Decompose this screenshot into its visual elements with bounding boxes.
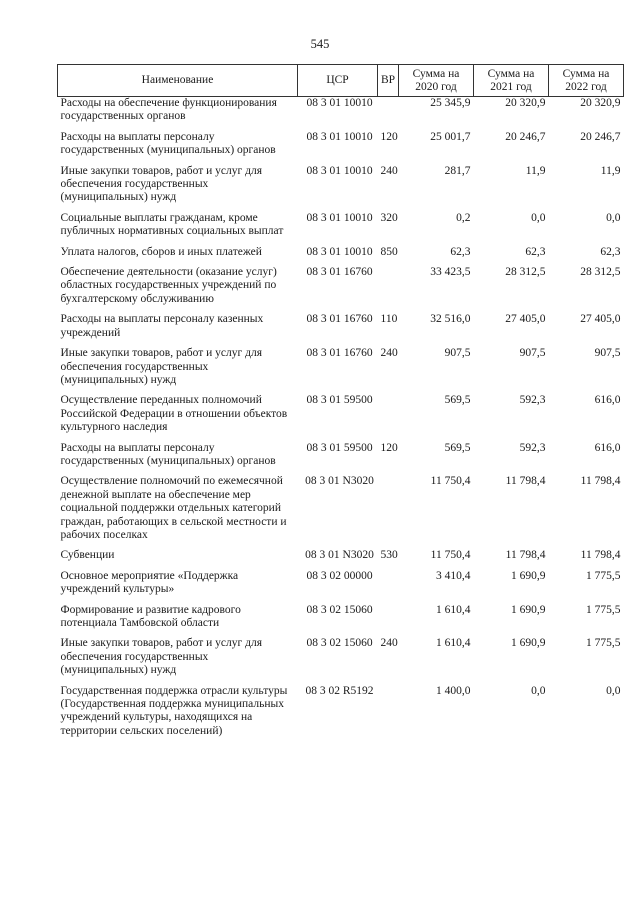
row-sum-2020: 11 750,4 [430, 475, 471, 488]
row-sum-2022: 616,0 [594, 394, 621, 407]
row-sum-2021: 1 690,9 [511, 603, 546, 616]
header-sum-2022: Сумма на 2022 год [549, 65, 624, 97]
row-sum-2022: 1 775,5 [586, 637, 621, 650]
header-sum-2020: Сумма на 2020 год [399, 65, 474, 97]
row-sum-2020: 281,7 [444, 164, 471, 177]
row-csr: 08 3 01 10010 [306, 97, 373, 109]
row-sum-2022: 0,0 [606, 211, 621, 224]
row-csr: 08 3 01 59500 [306, 394, 373, 407]
table-row [58, 390, 624, 437]
row-vr: 850 [380, 245, 398, 258]
row-vr: 320 [380, 211, 398, 224]
table-row [58, 242, 624, 262]
row-csr: 08 3 01 16760 [306, 266, 373, 279]
row-sum-2021: 1 690,9 [511, 637, 546, 650]
row-name: Формирование и развитие кадрового потенциала Тамбовской области [60, 603, 241, 629]
row-sum-2020: 1 400,0 [436, 684, 471, 697]
row-sum-2022: 62,3 [600, 245, 621, 258]
row-csr: 08 3 02 R5192 [305, 684, 374, 697]
header-sum-2021: Сумма на 2021 год [474, 65, 549, 97]
row-vr [378, 566, 399, 600]
row-csr: 08 3 01 N3020 [305, 475, 374, 488]
row-name: Иные закупки товаров, работ и услуг для обеспечения государственных (муниципальных) нужд [60, 164, 262, 204]
table-header [58, 65, 624, 97]
table-row [58, 262, 624, 309]
row-name: Уплата налогов, сборов и иных платежей [60, 245, 262, 258]
row-sum-2020: 569,5 [444, 441, 471, 454]
page-number: 545 [310, 37, 330, 51]
row-name: Социальные выплаты гражданам, кроме публичных нормативных социальных выплат [60, 211, 284, 238]
row-vr: 120 [380, 130, 398, 143]
row-csr: 08 3 01 10010 [306, 245, 373, 258]
row-csr: 08 3 01 59500 [306, 441, 373, 454]
row-name: Субвенции [60, 549, 115, 562]
row-vr [378, 600, 399, 634]
row-vr: 120 [380, 441, 398, 454]
row-sum-2021: 20 246,7 [505, 130, 546, 143]
row-csr: 08 3 01 10010 [306, 130, 373, 143]
row-sum-2020: 25 345,9 [430, 97, 471, 109]
row-csr: 08 3 01 N3020 [305, 549, 374, 562]
table-row [58, 208, 624, 242]
row-csr: 08 3 01 10010 [306, 164, 373, 177]
row-csr: 08 3 01 10010 [306, 211, 373, 224]
row-name: Иные закупки товаров, работ и услуг для обеспечения государственных (муниципальных) нужд [60, 347, 262, 386]
row-sum-2020: 907,5 [444, 347, 471, 360]
row-sum-2021: 0,0 [531, 684, 546, 697]
table-row [58, 97, 624, 127]
row-sum-2022: 11 798,4 [580, 475, 621, 488]
table-row [58, 633, 624, 680]
row-vr: 240 [380, 637, 398, 650]
row-name: Расходы на выплаты персоналу казенных учреждений [60, 313, 264, 339]
row-sum-2020: 11 750,4 [430, 549, 471, 562]
table-body [58, 97, 624, 742]
budget-table [57, 64, 624, 741]
table-row [58, 600, 624, 634]
row-vr [378, 471, 399, 545]
row-csr: 08 3 02 00000 [306, 569, 373, 582]
header-csr: ЦСР [298, 65, 378, 97]
row-vr: 240 [380, 164, 398, 177]
table-row [58, 681, 624, 742]
row-name: Иные закупки товаров, работ и услуг для обеспечения государственных (муниципальных) нужд [60, 637, 262, 677]
table-row [58, 309, 624, 343]
row-sum-2022: 907,5 [594, 347, 621, 360]
table-row [58, 545, 624, 565]
row-sum-2021: 28 312,5 [505, 266, 546, 279]
row-sum-2022: 28 312,5 [580, 266, 621, 279]
row-sum-2021: 11 798,4 [505, 549, 546, 562]
row-sum-2022: 616,0 [594, 441, 621, 454]
row-sum-2022: 11 798,4 [580, 549, 621, 562]
row-name: Расходы на выплаты персоналу государственных (муниципальных) органов [60, 441, 276, 467]
row-name: Расходы на обеспечение функционирования государственных органов [60, 97, 277, 123]
row-sum-2022: 20 246,7 [580, 130, 621, 143]
row-sum-2020: 0,2 [456, 211, 471, 224]
table-row [58, 471, 624, 545]
row-sum-2021: 907,5 [519, 347, 546, 360]
row-name: Основное мероприятие «Поддержка учреждений культуры» [60, 569, 239, 596]
row-sum-2021: 1 690,9 [511, 569, 546, 582]
row-csr: 08 3 02 15060 [306, 603, 373, 616]
row-name: Осуществление переданных полномочий Российской Федерации в отношении объектов культурного наследия [60, 394, 288, 434]
row-sum-2021: 592,3 [519, 441, 546, 454]
row-sum-2020: 62,3 [450, 245, 471, 258]
row-sum-2020: 25 001,7 [430, 130, 471, 143]
row-sum-2021: 27 405,0 [505, 313, 546, 326]
table-row [58, 566, 624, 600]
row-sum-2020: 3 410,4 [436, 569, 471, 582]
row-sum-2021: 11,9 [525, 164, 546, 177]
row-name: Обеспечение деятельности (оказание услуг) областных государственных учреждений по бухгалтерскому обслуживанию [60, 266, 277, 305]
row-sum-2022: 27 405,0 [580, 313, 621, 326]
row-csr: 08 3 01 16760 [306, 347, 373, 360]
row-sum-2022: 1 775,5 [586, 603, 621, 616]
row-csr: 08 3 02 15060 [306, 637, 373, 650]
row-vr: 530 [380, 549, 398, 562]
row-sum-2020: 33 423,5 [430, 266, 471, 279]
table-row [58, 438, 624, 472]
row-name: Осуществление полномочий по ежемесячной денежной выплате на обеспечение мер социальной поддержки отдельных категорий граждан, работающих в сельской местности и рабочих поселках [60, 475, 287, 541]
row-sum-2020: 1 610,4 [436, 637, 471, 650]
row-sum-2021: 0,0 [531, 211, 546, 224]
row-sum-2022: 20 320,9 [580, 97, 621, 109]
row-vr [378, 681, 399, 742]
row-csr: 08 3 01 16760 [306, 313, 373, 326]
table-row [58, 127, 624, 161]
table-row [58, 161, 624, 208]
row-sum-2021: 11 798,4 [505, 475, 546, 488]
header-vr: ВР [378, 65, 399, 97]
table-row [58, 343, 624, 390]
row-sum-2021: 592,3 [519, 394, 546, 407]
row-sum-2020: 32 516,0 [430, 313, 471, 326]
row-sum-2022: 0,0 [606, 684, 621, 697]
row-sum-2021: 62,3 [525, 245, 546, 258]
header-name: Наименование [58, 65, 298, 97]
row-vr: 110 [380, 313, 398, 326]
row-vr [378, 262, 399, 309]
row-name: Расходы на выплаты персоналу государственных (муниципальных) органов [60, 130, 276, 157]
row-sum-2020: 569,5 [444, 394, 471, 407]
row-vr [378, 97, 399, 127]
row-name: Государственная поддержка отрасли культуры (Государственная поддержка муниципальных учреждений культуры, находящихся на территории сельских поселений) [60, 684, 288, 737]
row-vr [378, 390, 399, 437]
row-sum-2021: 20 320,9 [505, 97, 546, 109]
row-vr: 240 [380, 347, 398, 360]
row-sum-2020: 1 610,4 [436, 603, 471, 616]
row-sum-2022: 11,9 [600, 164, 621, 177]
row-sum-2022: 1 775,5 [586, 569, 621, 582]
